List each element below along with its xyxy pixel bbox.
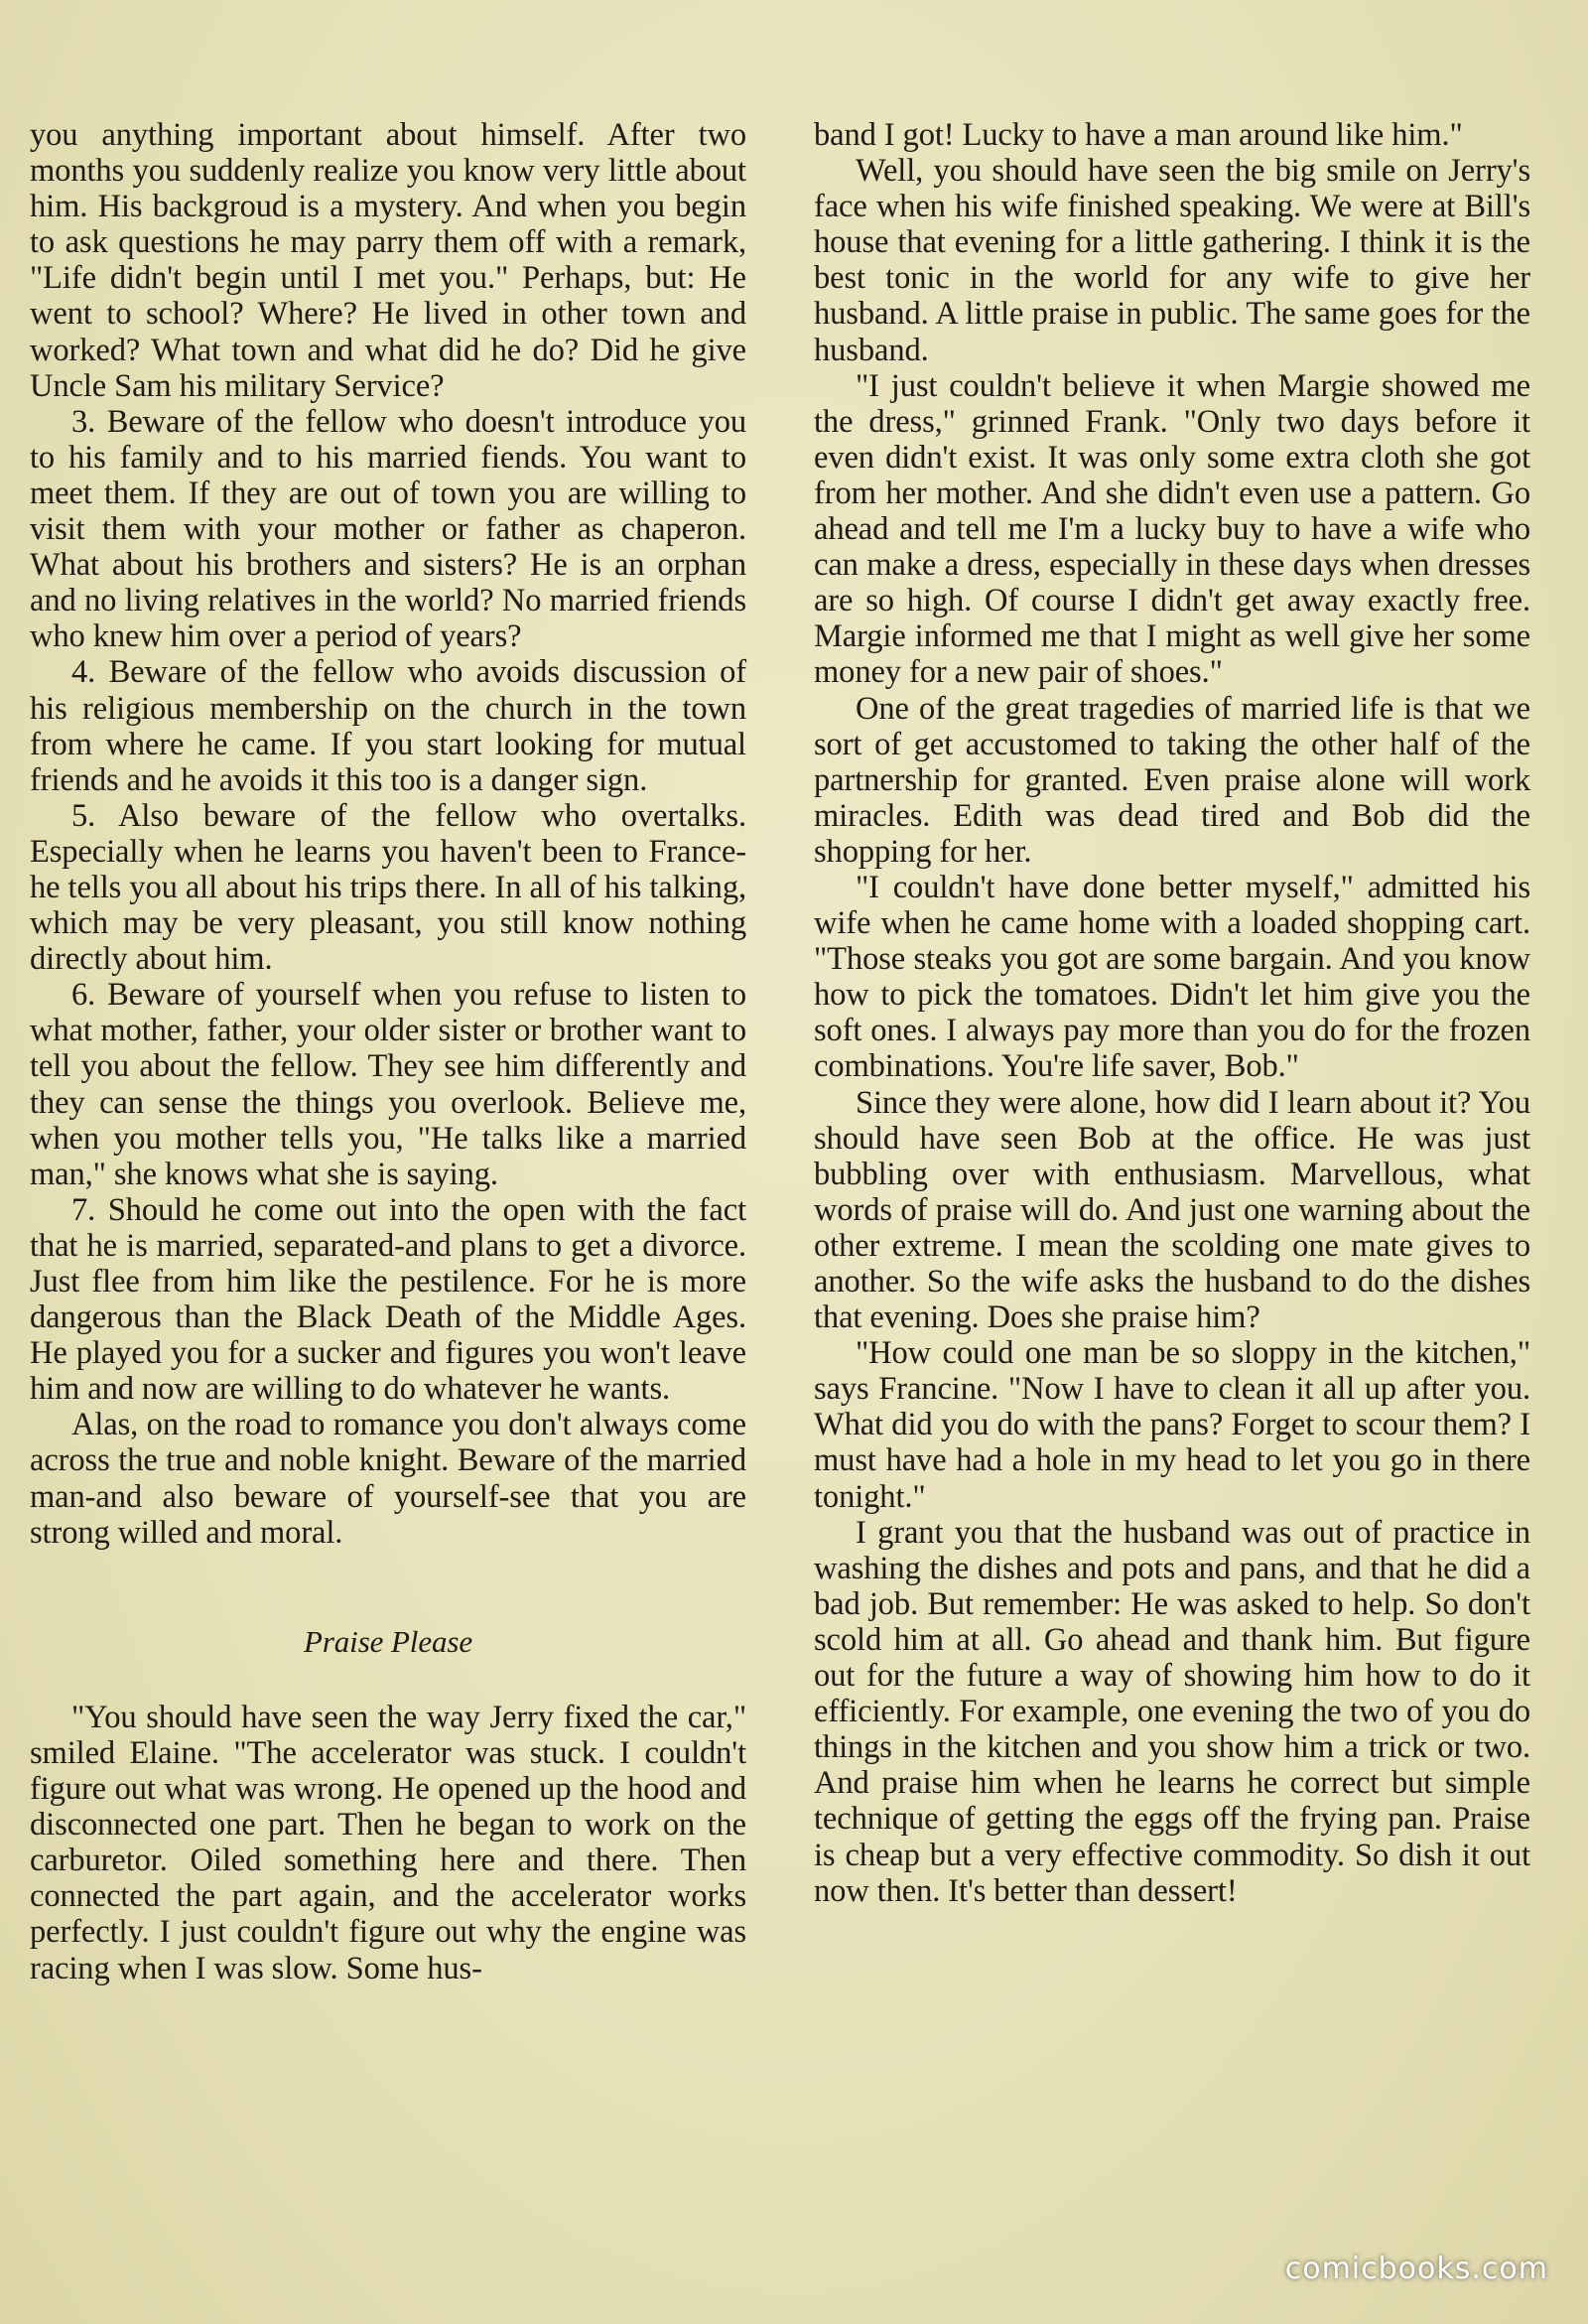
paragraph: 4. Beware of the fellow who avoids discussion of his religious membership on the church in the town from where he came. If you start looking for mutual friends and he avoids it this too is a danger sign. bbox=[30, 654, 746, 798]
left-column bbox=[30, 117, 746, 1986]
paragraph: "How could one man be so sloppy in the kitchen," says Francine. "Now I have to clean it all up after you. What did you do with the pans? Forget to scour them? I must have had a hole in my head to let you go in there tonight." bbox=[814, 1335, 1530, 1515]
paragraph: 6. Beware of yourself when you refuse to listen to what mother, father, your older sister or brother want to tell you about the fellow. They see him differently and they can sense the things you overlook. Believe me, when you mother tells you, "He talks like a married man," she knows what she is saying. bbox=[30, 977, 746, 1192]
watermark: comicbooks.com bbox=[1284, 2252, 1548, 2286]
paragraph: Alas, on the road to romance you don't always come across the true and noble knight. Beware of the married man-and also beware of yourself-see that you are strong willed and moral. bbox=[30, 1407, 746, 1551]
paragraph: One of the great tragedies of married life is that we sort of get accustomed to taking the other half of the partnership for granted. Even praise alone will work miracles. Edith was dead tired and Bob did the shopping for her. bbox=[814, 690, 1530, 870]
paragraph: Well, you should have seen the big smile on Jerry's face when his wife finished speaking. We were at Bill's house that evening for a little gathering. I think it is the best tonic in the world for any wife to give her husband. A little praise in public. The same goes for the husband. bbox=[814, 153, 1530, 368]
right-column bbox=[814, 117, 1530, 1909]
paragraph: 5. Also beware of the fellow who overtalks. Especially when he learns you haven't been to France-he tells you all about his trips there. In all of his talking, which may be very pleasant, you still know nothing directly about him. bbox=[30, 797, 746, 978]
section-heading: Praise Please bbox=[303, 1623, 473, 1659]
paragraph: band I got! Lucky to have a man around like him." bbox=[814, 117, 1463, 153]
paragraph: 3. Beware of the fellow who doesn't introduce you to his family and to his married fiends. You want to meet them. If they are out of town you are willing to visit them with your mother or father as chaperon. What about his brothers and sisters? He is an orphan and no living relatives in the world? No married friends who knew him over a period of years? bbox=[30, 403, 746, 655]
paragraph: you anything important about himself. After two months you suddenly realize you know very little about him. His backgroud is a mystery. And when you begin to ask questions he may parry them off with a remark, "Life didn't begin until I met you." Perhaps, but: He went to school? Where? He lived in other town and worked? What town and what did he do? Did he give Uncle Sam his military Service? bbox=[30, 117, 746, 404]
paragraph: Since they were alone, how did I learn about it? You should have seen Bob at the office. He was just bubbling over with enthusiasm. Marvellous, what words of praise will do. And just one warning about the other extreme. I mean the scolding one mate gives to another. So the wife asks the husband to do the dishes that evening. Does she praise him? bbox=[814, 1084, 1530, 1336]
paragraph: "I just couldn't believe it when Margie showed me the dress," grinned Frank. "Only two days before it even didn't exist. It was only some extra cloth she got from her mother. And she didn't even use a pattern. Go ahead and tell me I'm a lucky buy to have a wife who can make a dress, especially in these days when dresses are so high. Of course I didn't get away exactly free. Margie informed me that I might as well give her some money for a new pair of shoes." bbox=[814, 367, 1530, 691]
paragraph: "I couldn't have done better myself," admitted his wife when he came home with a loaded shopping cart. "Those steaks you got are some bargain. And you know how to pick the tomatoes. Didn't let him give you the soft ones. I always pay more than you do for the frozen combinations. You're life saver, Bob." bbox=[814, 869, 1530, 1085]
paragraph: I grant you that the husband was out of practice in washing the dishes and pots and pans, and that he did a bad job. But remember: He was asked to help. So don't scold him at all. Go ahead and thank him. But figure out for the future a way of showing him how to do it efficiently. For example, one evening the two of you do things in the kitchen and you show him a trick or two. And praise him when he learns he correct but simple technique of getting the eggs off the frying pan. Praise is cheap but a very effective commodity. So dish it out now then. It's better than dessert! bbox=[814, 1514, 1530, 1909]
paragraph: "You should have seen the way Jerry fixed the car," smiled Elaine. "The accelerator was stuck. I couldn't figure out what was wrong. He opened up the hood and disconnected one part. Then he began to work on the carburetor. Oiled something here and there. Then connected the part again, and the accelerator works perfectly. I just couldn't figure out why the engine was racing when I was slow. Some hus- bbox=[30, 1699, 746, 1986]
paragraph: 7. Should he come out into the open with the fact that he is married, separated-and plans to get a divorce. Just flee from him like the pestilence. For he is more dangerous than the Black Death of the Middle Ages. He played you for a sucker and figures you won't leave him and now are willing to do whatever he wants. bbox=[30, 1191, 746, 1408]
